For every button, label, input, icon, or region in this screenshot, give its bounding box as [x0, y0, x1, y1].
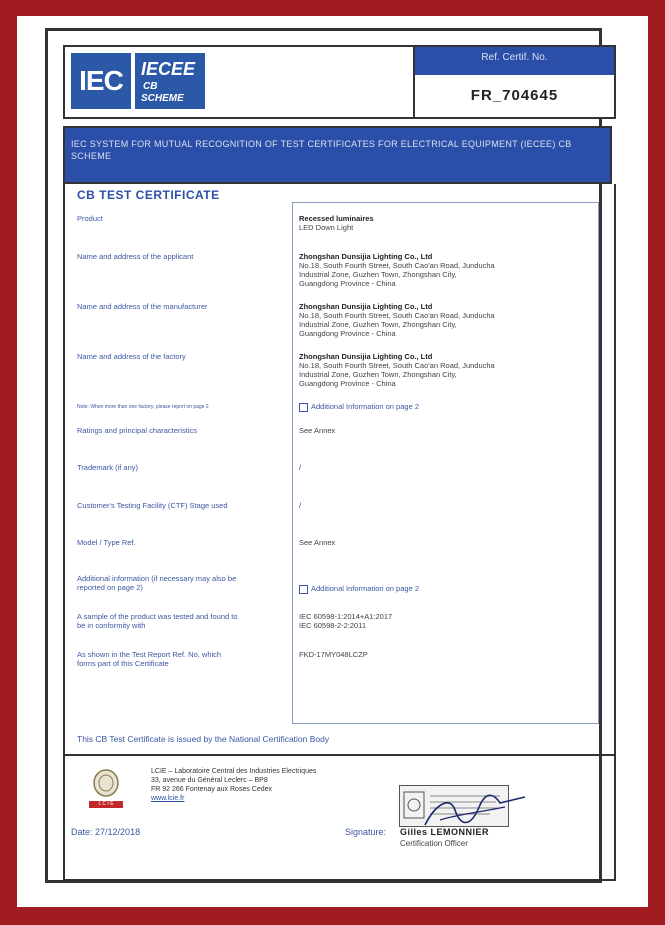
iecee-logo-scheme: SCHEME [141, 93, 184, 104]
lcie-seal [87, 769, 125, 811]
additional-label-1: Additional information (if necessary may also be [77, 574, 237, 583]
lab-address [151, 767, 316, 803]
standards-value [299, 612, 589, 630]
reference-area [415, 47, 614, 117]
manufacturer-addr2: Industrial Zone, Guzhen Town, Zhongshan City, [299, 320, 457, 329]
iecee-logo [135, 53, 205, 109]
factory-note: Note: When more than one factory, please report on page 2 [77, 404, 209, 410]
additional-label [77, 574, 289, 592]
model-label: Model / Type Ref. [77, 538, 136, 547]
iec-logo: IEC [71, 53, 131, 109]
additional-label-2: reported on page 2) [77, 583, 143, 592]
additional-info-1 [299, 402, 589, 412]
reference-number: FR_704645 [470, 87, 559, 104]
manufacturer-label: Name and address of the manufacturer [77, 302, 208, 311]
date-line [71, 827, 140, 837]
applicant-value [299, 252, 589, 288]
additional-info-2 [299, 584, 589, 594]
factory-addr1: No.18, South Fourth Street, South Cao'an Road, Junducha [299, 361, 495, 370]
checkbox-icon [299, 585, 308, 594]
date-label: Date: [71, 827, 93, 837]
issued-statement: This CB Test Certificate is issued by the National Certification Body [77, 734, 330, 744]
factory-addr3: Guangdong Province - China [299, 379, 396, 388]
applicant-label: Name and address of the applicant [77, 252, 194, 261]
sample-label [77, 612, 289, 630]
reference-label: Ref. Certif. No. [415, 47, 614, 75]
additional-info-2-text: Additional Information on page 2 [311, 584, 419, 593]
factory-addr2: Industrial Zone, Guzhen Town, Zhongshan City, [299, 370, 457, 379]
factory-value [299, 352, 589, 388]
report-label-1: As shown in the Test Report Ref. No. which [77, 650, 222, 659]
product-label: Product [77, 214, 103, 223]
signer-name: Gilles LEMONNIER [400, 827, 490, 837]
seal-text: L C I E [98, 801, 114, 807]
signature-label: Signature: [345, 827, 387, 837]
factory-label: Name and address of the factory [77, 352, 186, 361]
signature-scribble [395, 775, 535, 835]
ctf-value: / [299, 501, 302, 510]
certificate-header [63, 45, 616, 119]
report-label [77, 650, 289, 668]
signer-title: Certification Officer [400, 839, 468, 848]
lab-line-3: FR 92 266 Fontenay aux Roses Cedex [151, 786, 273, 793]
iecee-logo-text: IECEE [141, 59, 196, 79]
checkbox-icon [299, 403, 308, 412]
certificate-body [63, 184, 616, 756]
ctf-label: Customer's Testing Facility (CTF) Stage used [77, 501, 228, 510]
standard-1: IEC 60598-1:2014+A1:2017 [299, 612, 393, 621]
ratings-value: See Annex [299, 426, 336, 435]
additional-info-1-text: Additional Information on page 2 [311, 402, 419, 411]
trademark-label: Trademark (if any) [77, 463, 138, 472]
iecee-logo-cb: CB [143, 81, 158, 92]
sample-label-2: be in conformity with [77, 621, 146, 630]
certificate-footer [63, 754, 616, 881]
applicant-addr3: Guangdong Province - China [299, 279, 396, 288]
lab-line-2: 33, avenue du Général Leclerc – BP8 [151, 777, 268, 784]
scheme-banner: IEC SYSTEM FOR MUTUAL RECOGNITION OF TEST CERTIFICATES FOR ELECTRICAL EQUIPMENT (IECEE) CB SCHEME [63, 126, 612, 184]
applicant-name: Zhongshan Dunsijia Lighting Co., Ltd [299, 252, 433, 261]
lab-website-link[interactable]: www.lcie.fr [151, 795, 185, 802]
date-value: 27/12/2018 [95, 827, 141, 837]
applicant-addr2: Industrial Zone, Guzhen Town, Zhongshan City, [299, 270, 457, 279]
manufacturer-value [299, 302, 589, 338]
report-value: FKD-17MY048LCZP [299, 650, 368, 659]
logo-area [65, 47, 415, 117]
trademark-value: / [299, 463, 302, 472]
sample-label-1: A sample of the product was tested and found to [77, 612, 238, 621]
certificate-title: CB TEST CERTIFICATE [77, 188, 220, 202]
product-value [299, 214, 589, 232]
lab-line-1: LCIE – Laboratoire Central des Industries Electriques [151, 768, 317, 775]
model-value: See Annex [299, 538, 336, 547]
manufacturer-addr3: Guangdong Province - China [299, 329, 396, 338]
manufacturer-name: Zhongshan Dunsijia Lighting Co., Ltd [299, 302, 433, 311]
product-desc: LED Down Light [299, 223, 354, 232]
ratings-label: Ratings and principal characteristics [77, 426, 198, 435]
product-name: Recessed luminaires [299, 214, 374, 223]
manufacturer-addr1: No.18, South Fourth Street, South Cao'an Road, Junducha [299, 311, 495, 320]
standard-2: IEC 60598-2-2:2011 [299, 621, 366, 630]
applicant-addr1: No.18, South Fourth Street, South Cao'an Road, Junducha [299, 261, 495, 270]
factory-name: Zhongshan Dunsijia Lighting Co., Ltd [299, 352, 433, 361]
report-label-2: forms part of this Certificate [77, 659, 169, 668]
